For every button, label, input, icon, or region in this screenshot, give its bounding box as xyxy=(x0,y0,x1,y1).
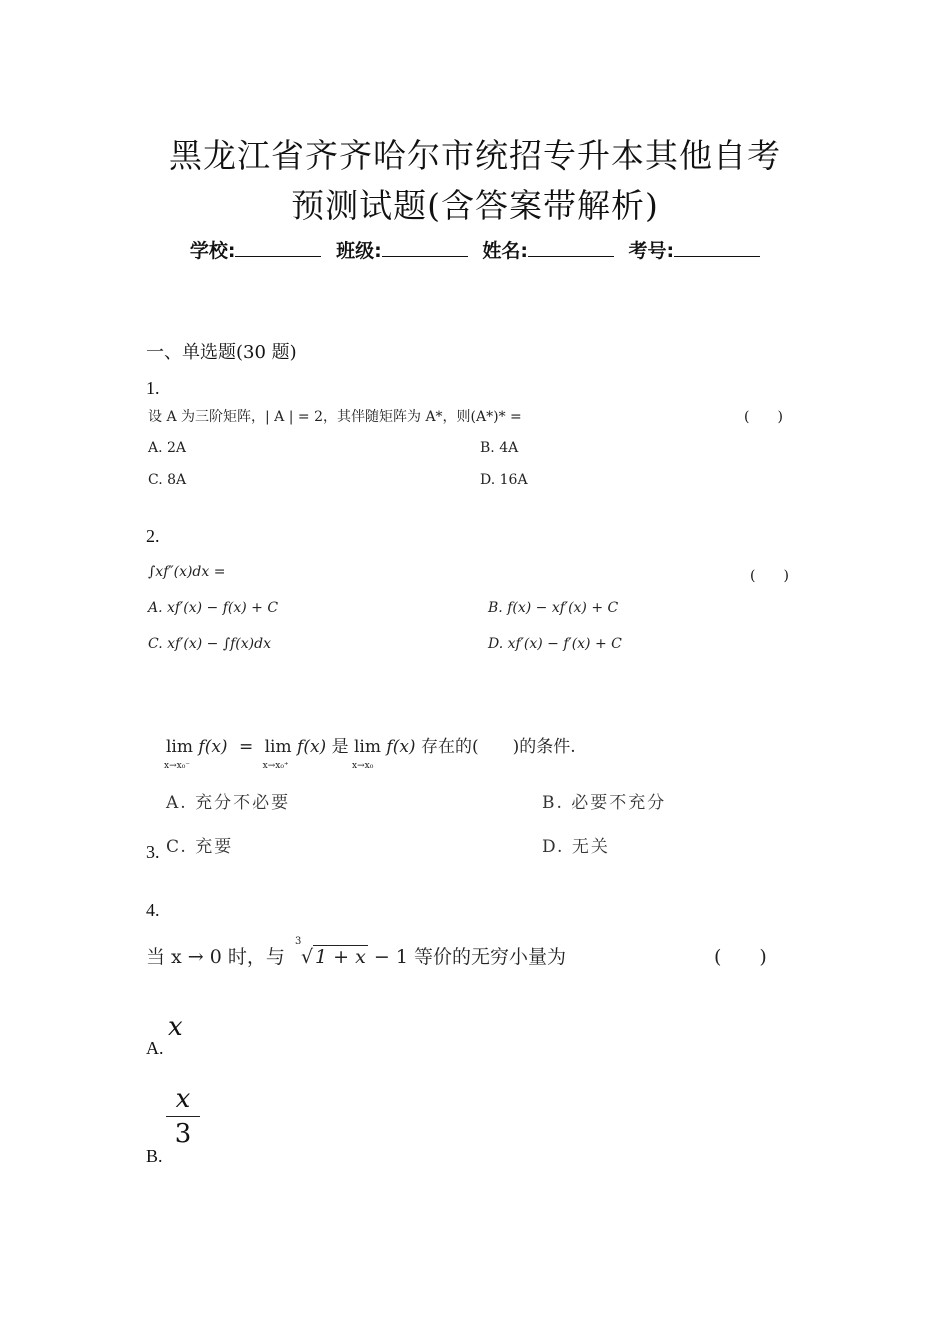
q2-option-c[interactable]: C. xf′(x) − ∫f(x)dx xyxy=(148,636,271,652)
q4-option-a-label[interactable]: A. xyxy=(146,1038,164,1058)
q4-number: 4. xyxy=(146,900,160,920)
student-info-line xyxy=(0,236,950,263)
doc-title-line2: 预测试题(含答案带解析) xyxy=(291,186,659,225)
q4-option-b-denominator: 3 xyxy=(174,1119,192,1149)
q3-equals: = xyxy=(238,737,254,757)
q4-option-a-expr: x xyxy=(168,1012,183,1042)
q4-stem xyxy=(146,936,566,969)
q2-option-d[interactable]: D. xf′(x) − f′(x) + C xyxy=(488,636,622,652)
q3-lim-both: lim xyxy=(354,737,381,757)
q3-option-c[interactable]: C. 充要 xyxy=(166,837,234,857)
q1-option-c[interactable]: C. 8A xyxy=(148,472,187,488)
exam-number-label: 考号: xyxy=(628,240,675,262)
q3-option-b[interactable]: B. 必要不充分 xyxy=(542,793,667,813)
q3-lim-right: lim xyxy=(264,737,292,757)
q1-stem: 设 A 为三阶矩阵，| A | = 2，其伴随矩阵为 A*，则(A*)* = xyxy=(148,409,522,425)
q2-number: 2. xyxy=(146,526,160,546)
q2-answer-paren: ( ) xyxy=(750,568,789,584)
q4-stem-post: − 1 等价的无穷小量为 xyxy=(373,946,566,968)
school-blank[interactable] xyxy=(235,238,321,257)
q3-sub-right: x→x₀⁺ xyxy=(262,761,289,771)
q1-option-d[interactable]: D. 16A xyxy=(480,472,528,488)
name-label: 姓名: xyxy=(482,240,528,262)
school-label: 学校: xyxy=(189,240,236,262)
q1-number: 1. xyxy=(146,378,160,398)
q3-stem xyxy=(164,732,576,771)
class-label: 班级: xyxy=(336,240,382,262)
q4-option-b-numerator: x xyxy=(175,1084,191,1114)
name-blank[interactable] xyxy=(528,238,614,257)
q3-lim-left: lim xyxy=(166,737,193,757)
q4-root-index: 3 xyxy=(294,936,302,947)
q4-answer-paren: ( ) xyxy=(714,946,767,968)
q1-option-a[interactable]: A. 2A xyxy=(148,440,187,456)
q4-stem-pre: 当 x → 0 时，与 xyxy=(146,946,285,968)
q3-fx-right: f(x) xyxy=(297,737,327,757)
q2-option-b[interactable]: B. f(x) − xf′(x) + C xyxy=(488,600,619,616)
q2-stem: ∫xf″(x)dx = xyxy=(148,564,226,580)
q1-answer-paren: ( ) xyxy=(744,409,783,425)
q4-option-b-fraction xyxy=(166,1084,200,1149)
q3-sub-left: x→x₀⁻ xyxy=(164,761,191,771)
q4-radicand: 1 + x xyxy=(315,946,366,968)
q3-sub-both: x→x₀ xyxy=(352,761,374,771)
q3-fx-both: f(x) xyxy=(386,737,416,757)
class-blank[interactable] xyxy=(382,238,468,257)
fraction-bar xyxy=(166,1116,200,1117)
q3-tail: 存在的( )的条件. xyxy=(420,737,576,757)
q1-option-b[interactable]: B. 4A xyxy=(480,440,519,456)
radical-icon: √ xyxy=(300,946,314,968)
q3-number: 3. xyxy=(146,842,160,862)
q3-option-a[interactable]: A. 充分不必要 xyxy=(166,793,291,813)
section-heading: 一、单选题(30 题) xyxy=(146,342,297,363)
doc-title-line1: 黑龙江省齐齐哈尔市统招专升本其他自考 xyxy=(169,136,781,175)
q3-fx-left: f(x) xyxy=(198,737,228,757)
q2-option-a[interactable]: A. xf′(x) − f(x) + C xyxy=(148,600,279,616)
q3-shi: 是 xyxy=(331,737,349,757)
q3-option-d[interactable]: D. 无关 xyxy=(542,837,610,857)
exam-number-blank[interactable] xyxy=(674,238,760,257)
q4-option-b-label[interactable]: B. xyxy=(146,1146,163,1166)
